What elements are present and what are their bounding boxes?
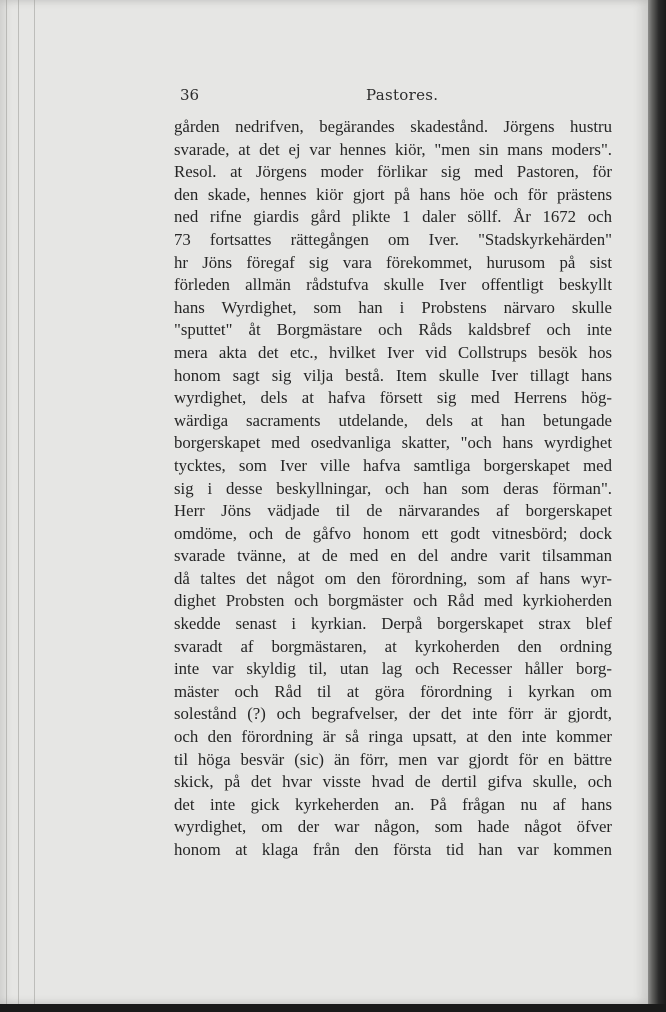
text-line: borgerskapet med osedvanliga skatter, "och hans wyrdighet bbox=[174, 433, 612, 453]
text-line: inte var skyldig til, utan lag och Recesser håller borg- bbox=[174, 659, 612, 679]
text-line: mäster och Råd til at göra förordning i kyrkan om bbox=[174, 681, 612, 701]
text-line: honom at klaga från den första tid han var kommen bbox=[174, 840, 612, 859]
text-line: skick, på det hvar visste hvad de dertil gifva skulle, och bbox=[174, 772, 612, 792]
text-line: svarade tvänne, at de med en del andre varit tilsamman bbox=[174, 546, 612, 566]
text-line: hr Jöns föregaf sig vara förekommet, hurusom på sist bbox=[174, 252, 612, 272]
text-line: det inte gick kyrkeherden an. På frågan nu af hans bbox=[174, 794, 612, 814]
text-line: dighet Probsten och borgmäster och Råd med kyrkioherden bbox=[174, 591, 612, 611]
text-line: den skade, hennes kiör gjort på hans höe och för prästens bbox=[174, 184, 612, 204]
text-line: honom sagt sig vilja bestå. Item skulle Iver tillagt hans bbox=[174, 365, 612, 385]
gutter-line bbox=[18, 0, 19, 1004]
text-line: til höga besvär (sic) än förr, men var gjordt för en bättre bbox=[174, 749, 612, 769]
text-line: "sputtet" åt Borgmästare och Råds kaldsbref och inte bbox=[174, 320, 612, 340]
gutter-line bbox=[34, 0, 35, 1004]
text-line: omdöme, och de gåfvo honom ett godt vitnesbörd; dock bbox=[174, 523, 612, 543]
text-line: skedde senast i kyrkian. Derpå borgerskapet strax blef bbox=[174, 614, 612, 634]
text-line: wyrdighet, dels at hafva försett sig med Herrens hög- bbox=[174, 388, 612, 408]
text-line: svaradt af borgmästaren, at kyrkoherden den ordning bbox=[174, 636, 612, 656]
text-line: ned rifne giardis gård plikte 1 daler söllf. År 1672 och bbox=[174, 207, 612, 227]
text-line: Resol. at Jörgens moder förlikar sig med Pastoren, för bbox=[174, 162, 612, 182]
text-line: då taltes det något om den förordning, som af hans wyr- bbox=[174, 568, 612, 588]
text-line: wyrdighet, om der war någon, som hade något öfver bbox=[174, 817, 612, 837]
gutter-line bbox=[6, 0, 7, 1004]
book-edge bbox=[648, 0, 666, 1012]
body-text bbox=[174, 116, 612, 862]
scan-border bbox=[0, 1004, 666, 1012]
text-line: mera akta det etc., hvilket Iver vid Collstrups besök hos bbox=[174, 342, 612, 362]
text-line: och den förordning är så ringa upsatt, at den inte kommer bbox=[174, 727, 612, 747]
text-line: 73 fortsattes rättegången om Iver. "Stadskyrkehärden" bbox=[174, 229, 612, 249]
page-header bbox=[180, 86, 608, 110]
text-line: gården nedrifven, begärandes skadestånd. Jörgens hustru bbox=[174, 117, 612, 136]
text-line: sig i desse beskyllningar, och han som deras förman". bbox=[174, 478, 612, 498]
text-line: wärdiga sacraments utdelande, dels at han betungade bbox=[174, 410, 612, 430]
running-head: Pastores. bbox=[366, 86, 439, 104]
text-line: tycktes, som Iver ville hafva samtliga borgerskapet med bbox=[174, 455, 612, 475]
text-line: svarade, at det ej var hennes kiör, "men sin mans moders". bbox=[174, 139, 612, 159]
text-line: förleden allmän rådstufva skulle Iver offentligt beskyllt bbox=[174, 275, 612, 295]
text-line: hans Wyrdighet, som han i Probstens närvaro skulle bbox=[174, 297, 612, 317]
page-number: 36 bbox=[180, 86, 200, 104]
text-line: Herr Jöns vädjade til de närvarandes af borgerskapet bbox=[174, 501, 612, 521]
text-line: solestånd (?) och begrafvelser, der det inte förr är gjordt, bbox=[174, 704, 612, 724]
